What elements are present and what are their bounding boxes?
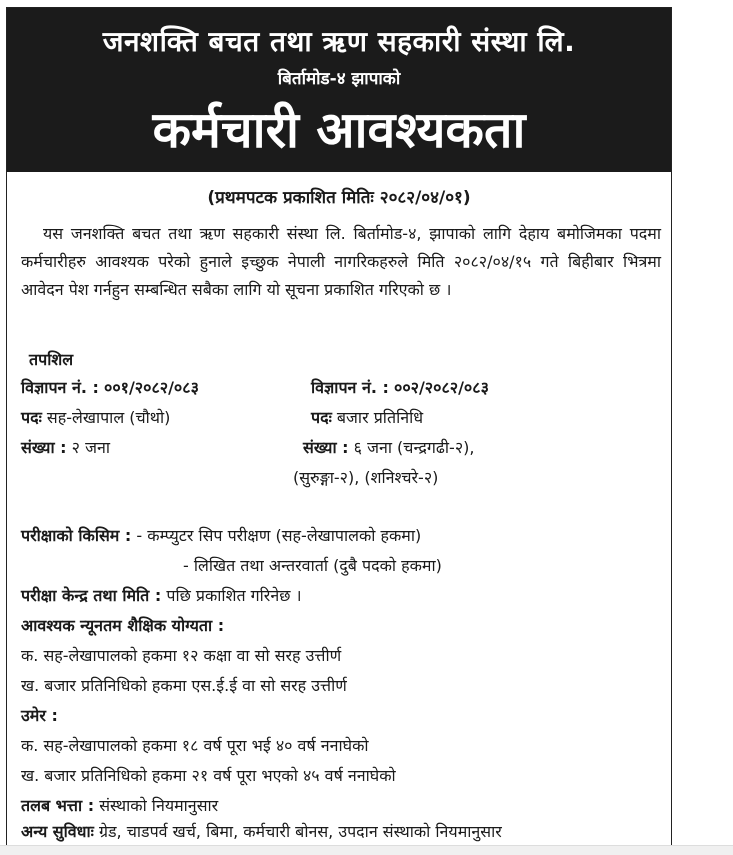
intro-paragraph: यस जनशक्ति बचत तथा ऋण सहकारी संस्था लि. बिर्तामोड-४, झापाको लागि देहाय बमोजिमका पदमा कर्मचारीहरु आवश्यक परेको हुनाले इच्छुक नेपाली नागरिकहरुले मिति २०८२/०४/१५ गते बिहीबार भित्रमा आवेदन पेश गर्नहुन सम्बन्धित सबैका लागि यो सूचना प्रकाशित गरिएको छ ।	[21, 224, 661, 299]
count-label: संख्या :	[21, 438, 67, 457]
notice-document	[6, 7, 672, 846]
exam-type-label: परीक्षाको किसिम :	[21, 526, 132, 545]
qualification-item-1: क. सह-लेखापालको हकमा १२ कक्षा वा सो सरह उत्तीर्ण	[21, 646, 342, 665]
count-2	[303, 436, 474, 460]
count-1	[21, 436, 110, 460]
post-value: बजार प्रतिनिधि	[336, 408, 424, 427]
count-value: ६ जना (चन्द्रगढी-२),	[353, 438, 475, 457]
count-2-continued: (सुरुङ्गा-२), (शनिश्चरे-२)	[293, 468, 439, 487]
notice-title: कर्मचारी आवश्यकता	[152, 101, 526, 159]
ad-number-2	[311, 376, 489, 400]
count-label: संख्या :	[303, 438, 349, 457]
ad-number-1	[21, 376, 199, 400]
salary-row	[21, 794, 218, 818]
benefits-value: ग्रेड, चाडपर्व खर्च, बिमा, कर्मचारी बोनस, उपदान संस्थाको नियमानुसार	[98, 822, 502, 841]
exam-type-row	[21, 524, 421, 548]
post-label: पदः	[21, 408, 42, 427]
count-value: २ जना	[71, 438, 110, 457]
benefits-row	[21, 820, 502, 844]
ad-number-value: ००२/२०८२/०८३	[394, 378, 489, 397]
post-1	[21, 406, 170, 430]
qualification-item-2: ख. बजार प्रतिनिधिको हकमा एस.ई.ई वा सो सरह उत्तीर्ण	[21, 676, 347, 695]
exam-center-value: पछि प्रकाशित गरिनेछ ।	[166, 586, 302, 605]
post-2	[311, 406, 423, 430]
details-heading: तपशिल	[29, 350, 74, 369]
ad-number-value: ००१/२०८२/०८३	[104, 378, 199, 397]
age-item-1: क. सह-लेखापालको हकमा १८ वर्ष पूरा भई ४० वर्ष ननाघेको	[21, 736, 369, 755]
page-bottom-edge	[0, 845, 733, 855]
post-value: सह-लेखापाल (चौथो)	[46, 408, 171, 427]
organization-address: बिर्तामोड-४ झापाको	[277, 69, 401, 89]
published-date: (प्रथमपटक प्रकाशित मितिः २०८२/०४/०१)	[207, 188, 471, 208]
benefits-label: अन्य सुविधाः	[21, 822, 94, 841]
post-label: पदः	[311, 408, 332, 427]
organization-name: जनशक्ति बचत तथा ऋण सहकारी संस्था लि.	[102, 25, 576, 58]
ad-number-label: विज्ञापन नं. :	[21, 378, 99, 397]
qualification-label: आवश्यक न्यूनतम शैक्षिक योग्यता :	[21, 616, 225, 635]
age-item-2: ख. बजार प्रतिनिधिको हकमा २१ वर्ष पूरा भएको ४५ वर्ष ननाघेको	[21, 766, 396, 785]
salary-label: तलब भत्ता :	[21, 796, 95, 815]
age-label: उमेर :	[21, 706, 58, 725]
notice-header	[7, 8, 671, 172]
exam-type-2: - लिखित तथा अन्तरवार्ता (दुबै पदको हकमा)	[183, 556, 442, 575]
exam-center-row	[21, 584, 302, 608]
ad-number-label: विज्ञापन नं. :	[311, 378, 389, 397]
exam-type-1: - कम्प्युटर सिप परीक्षण (सह-लेखापालको हकमा)	[136, 526, 422, 545]
exam-center-label: परीक्षा केन्द्र तथा मिति :	[21, 586, 162, 605]
salary-value: संस्थाको नियमानुसार	[99, 796, 219, 815]
